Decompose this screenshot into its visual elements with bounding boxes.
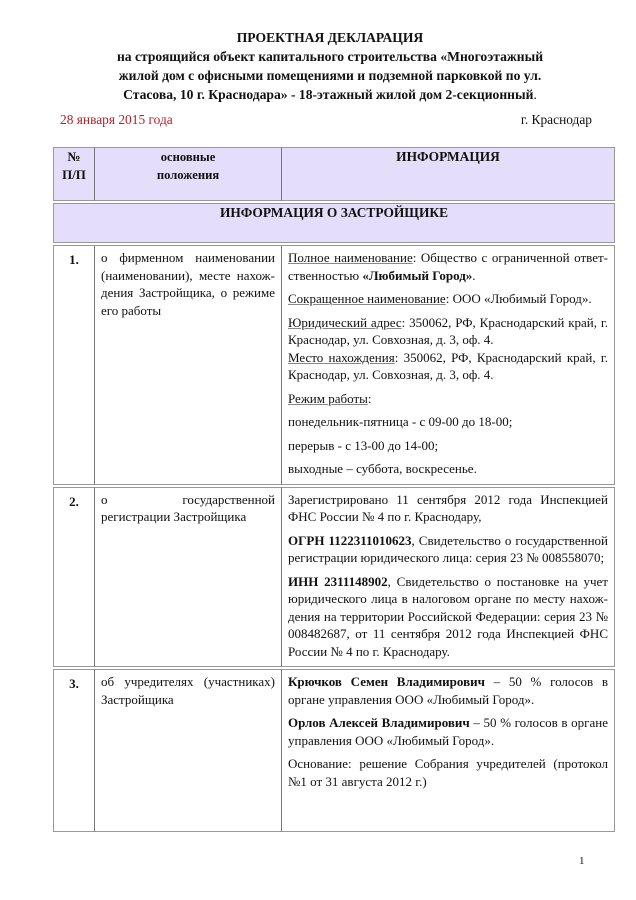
inn-paragraph bbox=[288, 573, 608, 661]
full-name-end: . bbox=[472, 267, 476, 283]
founder-1-paragraph bbox=[288, 673, 608, 708]
schedule-weekend: выходные – суббота, воскресенье. bbox=[288, 461, 477, 476]
legal-address-text: : 350062, РФ, Краснодарский край, г. Краснодар, ул. Совхозная, д. 3, оф. 4. bbox=[288, 314, 608, 347]
row-description: о государственной регистрации Застройщика bbox=[94, 487, 281, 668]
subtitle-line-3-text: Стасова, 10 г. Краснодара» - 18-этажный жилой дом 2-секционный bbox=[123, 87, 534, 102]
location-paragraph bbox=[288, 349, 608, 384]
full-name-paragraph bbox=[288, 249, 608, 284]
document-subtitle-line-1: на строящийся объект капитального строительства «Многоэтажный bbox=[116, 49, 544, 64]
founder-1-text: – 50 % голосов в органе управления ООО «Любимый Город». bbox=[288, 674, 608, 707]
document-title: ПРОЕКТНАЯ ДЕКЛАРАЦИЯ bbox=[236, 30, 424, 45]
header-number-line-2: П/П bbox=[62, 167, 86, 182]
short-name-paragraph bbox=[288, 290, 608, 308]
section-row bbox=[53, 203, 615, 243]
row-information bbox=[281, 487, 615, 668]
ogrn-paragraph bbox=[288, 532, 608, 567]
document-subtitle-line-3 bbox=[60, 85, 600, 104]
table-row bbox=[53, 487, 615, 668]
schedule-colon: : bbox=[367, 390, 372, 406]
row-number: 2. bbox=[53, 487, 94, 668]
document-title-block bbox=[60, 28, 600, 104]
header-provisions bbox=[94, 147, 281, 201]
ogrn-number: ОГРН 1122311010623 bbox=[288, 532, 412, 548]
founder-2-name: Орлов Алексей Владимирович bbox=[288, 715, 470, 730]
legal-address-paragraph bbox=[288, 314, 608, 349]
ogrn-text: , Свидетельство о государственной регистрации юридического лица: серия 23 № 008558070; bbox=[288, 532, 608, 565]
header-provisions-line-2: положения bbox=[156, 168, 220, 182]
header-provisions-line-1: основные bbox=[160, 150, 216, 164]
legal-address-label: Юридический адрес bbox=[288, 314, 402, 330]
row-information bbox=[281, 245, 615, 485]
row-number: 1. bbox=[53, 245, 94, 485]
table-row bbox=[53, 245, 615, 485]
basis-paragraph: Основание: решение Собрания учредителей (протокол №1 от 31 августа 2012 г.) bbox=[288, 756, 608, 789]
location-label: Место нахождения bbox=[288, 349, 395, 365]
row-information bbox=[281, 669, 615, 832]
founder-1-name: Крючков Семен Владимирович bbox=[288, 674, 485, 689]
header-number bbox=[53, 147, 94, 201]
document-city: г. Краснодар bbox=[520, 112, 592, 127]
short-name-label: Сокращенное наименование bbox=[288, 291, 446, 306]
inn-text: , Свидетельство о постановке на учет юридического лица в налоговом органе по месту нахож-дения на территории Российской Федерации: серия 23 № 008482687, от 11 сентября 2012 года Инспекцией ФНС России № 4 по г. Краснодару. bbox=[288, 573, 608, 659]
schedule-weekdays: понедельник-пятница - с 09-00 до 18-00; bbox=[288, 414, 513, 429]
founder-2-text: – 50 % голосов в органе управления ООО «Любимый Город». bbox=[288, 715, 608, 748]
founder-2-paragraph bbox=[288, 714, 608, 749]
row-description: о фирменном наименовании (наименовании), месте нахож-дения Застройщика, о режиме его работы bbox=[94, 245, 281, 485]
row-number: 3. bbox=[53, 669, 94, 832]
schedule-label: Режим работы bbox=[288, 390, 368, 406]
document-date: 28 января 2015 года bbox=[60, 112, 173, 127]
schedule-paragraph bbox=[288, 390, 608, 408]
schedule-break: перерыв - с 13-00 до 14-00; bbox=[288, 437, 439, 453]
section-title: ИНФОРМАЦИЯ О ЗАСТРОЙЩИКЕ bbox=[53, 203, 615, 243]
table-header-row bbox=[53, 147, 615, 201]
short-name-text: : ООО «Любимый Город». bbox=[445, 291, 592, 306]
location-text: : 350062, РФ, Краснодарский край, г. Краснодар, ул. Совхозная, д. 3, оф. 4. bbox=[288, 349, 608, 382]
table-row bbox=[53, 669, 615, 832]
document-subtitle-line-2: жилой дом с офисными помещениями и подземной парковкой по ул. bbox=[118, 68, 542, 83]
subtitle-period: . bbox=[533, 87, 537, 102]
full-name-label: Полное наименование bbox=[288, 250, 413, 265]
page-number: 1 bbox=[579, 855, 585, 867]
registration-paragraph: Зарегистрировано 11 сентября 2012 года Инспекцией ФНС России № 4 по г. Краснодару, bbox=[288, 491, 608, 524]
header-information: ИНФОРМАЦИЯ bbox=[281, 147, 615, 201]
full-name-text: : Общество с ограниченной ответ-ственностью bbox=[288, 250, 608, 283]
header-number-line-1: № bbox=[67, 149, 81, 164]
row-description: об учредителях (участниках) Застройщика bbox=[94, 669, 281, 832]
inn-number: ИНН 2311148902 bbox=[288, 573, 388, 589]
company-name: «Любимый Город» bbox=[362, 267, 473, 283]
declaration-table bbox=[53, 145, 615, 834]
